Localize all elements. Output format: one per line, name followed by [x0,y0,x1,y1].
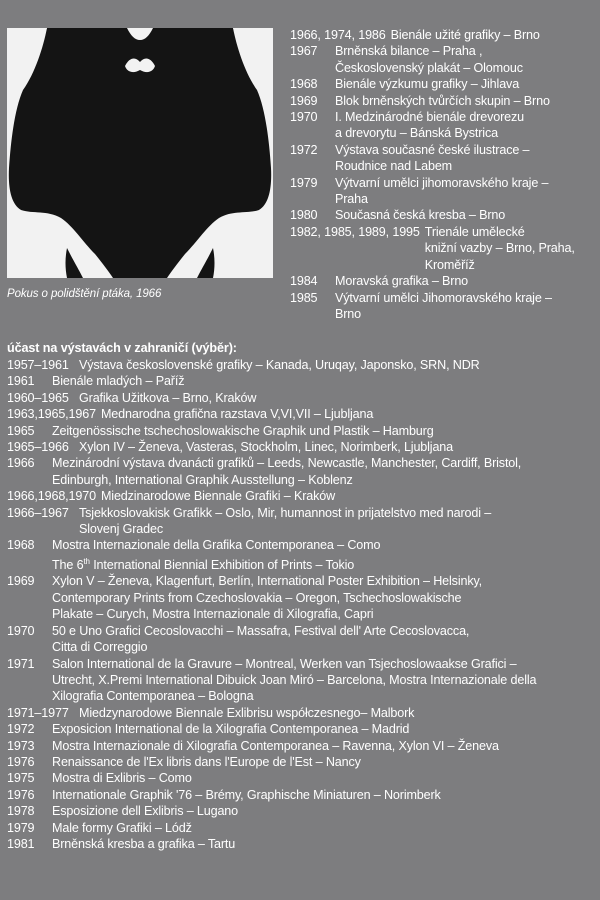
foreign-exhibition-item [7,573,592,622]
foreign-exhibition-item [7,803,592,819]
exhibition-text: Mezinárodní výstava dvanácti grafiků – Leeds, Newcastle, Manchester, Cardiff, Bristol, Edinburgh, International Graphik Ausstellung – Koblenz [52,456,522,487]
foreign-exhibition-item [7,754,592,770]
exhibition-text: Mednarodna grafična razstava V,VI,VII – Ljubljana [100,407,374,422]
foreign-exhibition-item [7,423,592,439]
exhibition-year: 1965 [7,423,35,438]
exhibition-text: 50 e Uno Grafici Cecoslovacchi – Massafra, Festival dell' Arte Cecoslovacca, Citta di Correggio [52,623,470,655]
exhibition-year: 1976 [7,754,35,769]
exhibition-text: Bienále mladých – Paříž [52,374,185,389]
exhibition-text: I. Medzinárodné bienále drevorezu a drevorytu – Bánská Bystrica [335,110,524,141]
exhibition-year: 1966–1967 [7,505,69,520]
foreign-exhibition-item [7,390,592,406]
exhibition-text: Zeitgenössische tschechoslowakische Graphik und Plastik – Hamburg [52,423,434,438]
exhibition-text: Exposicion International de la Xilografia Contemporanea – Madrid [52,722,410,737]
exhibition-text: Blok brněnských tvůrčích skupin – Brno [335,93,550,108]
exhibition-text: Miedzynarodowe Biennale Exlibrisu współczesnego– Malbork [79,705,415,720]
foreign-exhibition-item [7,721,592,737]
exhibition-year: 1970 [290,110,318,125]
foreign-exhibition-item [7,738,592,754]
exhibition-year: 1978 [7,804,35,819]
exhibition-text: Mostra Internazionale di Xilografia Contemporanea – Ravenna, Xylon VI – Ženeva [52,738,499,753]
exhibition-year: 1984 [290,274,318,289]
exhibition-text: Brněnská kresba a grafika – Tartu [52,836,236,851]
exhibition-year: 1979 [290,175,318,190]
exhibition-text: Mostra Internazionale della Grafika Contemporanea – Como The 6th International Biennial Exhibition of Prints – Tokio [52,538,381,573]
domestic-exhibition-item [290,207,595,223]
exhibition-year: 1971 [7,656,35,671]
domestic-exhibition-item [290,224,595,273]
foreign-exhibition-item [7,705,592,721]
foreign-exhibition-item [7,406,592,422]
domestic-exhibitions-list [290,27,595,322]
exhibition-year: 1972 [290,142,318,157]
exhibition-year: 1966 [7,456,35,471]
domestic-exhibition-item [290,76,595,92]
foreign-exhibition-item [7,488,592,504]
exhibition-year: 1968 [7,538,35,553]
exhibition-year: 1975 [7,771,35,786]
foreign-exhibition-item [7,656,592,705]
exhibition-year: 1966,1968,1970 [7,489,96,504]
exhibition-year: 1960–1965 [7,390,69,405]
foreign-exhibition-item [7,623,592,656]
domestic-exhibition-item [290,43,595,76]
exhibition-text: Male formy Grafiki – Lódž [52,820,192,835]
exhibition-text: Trienále umělecké knižní vazby – Brno, Praha, Kroměříž [424,224,575,272]
exhibition-year: 1982, 1985, 1989, 1995 [290,224,420,239]
exhibition-text: Xylon V – Ženeva, Klagenfurt, Berlín, International Poster Exhibition – Helsinky, Contemporary Prints from Czechoslovakia – Oregon, Tschechoslowakische Plakate – Curych, Mostra Internazionale di Xilografia, Capri [52,574,483,622]
exhibition-year: 1980 [290,208,318,223]
exhibition-text: Bienále užité grafiky – Brno [390,28,540,42]
foreign-exhibition-item [7,505,592,538]
exhibition-text: Výstava současné české ilustrace – Roudnice nad Labem [335,142,530,174]
exhibition-text: Xylon IV – Ženeva, Vasteras, Stockholm, Linec, Norimberk, Ljubljana [79,440,454,455]
exhibition-year: 1981 [7,836,35,851]
exhibition-year: 1985 [290,290,318,305]
exhibition-text: Výstava československé grafiky – Kanada, Uruqay, Japonsko, SRN, NDR [79,358,480,372]
exhibition-year: 1971–1977 [7,705,69,720]
domestic-exhibition-item [290,27,595,43]
exhibition-text: Moravská grafika – Brno [335,274,469,289]
foreign-exhibition-item [7,439,592,455]
foreign-exhibitions-heading: účast na výstavách v zahraničí (výběr): [7,341,237,355]
foreign-exhibition-item [7,787,592,803]
exhibition-year: 1976 [7,787,35,802]
exhibition-text: Výtvarní umělci Jihomoravského kraje – Brno [335,290,552,321]
domestic-exhibition-item [290,175,595,208]
foreign-exhibitions-list [7,357,592,852]
artwork-image [7,28,273,278]
exhibition-text: Grafika Užitkova – Brno, Kraków [79,390,257,405]
domestic-exhibition-item [290,290,595,323]
exhibition-text: Bienále výzkumu grafiky – Jihlava [335,77,520,92]
artwork-caption: Pokus o polidštění ptáka, 1966 [7,288,162,300]
exhibition-text: Renaissance de l'Ex libris dans l'Europe de l'Est – Nancy [52,754,361,769]
foreign-exhibition-item [7,836,592,852]
exhibition-text: Současná česká kresba – Brno [335,208,506,223]
exhibition-text: Výtvarní umělci jihomoravského kraje – Praha [335,175,549,207]
exhibition-text: Internationale Graphik '76 – Brémy, Graphische Miniaturen – Norimberk [52,787,441,802]
foreign-exhibition-item [7,373,592,389]
exhibition-text: Salon International de la Gravure – Montreal, Werken van Tsjechoslowaakse Grafici – Utrecht, X.Premi International Dibuick Joan Miró – Barcelona, Mostra Internazionale della Xilografia Contemporanea – Bologna [52,656,537,704]
domestic-exhibition-item [290,273,595,289]
exhibition-year: 1972 [7,722,35,737]
foreign-exhibition-item [7,455,592,488]
exhibition-year: 1970 [7,623,35,638]
foreign-exhibition-item [7,537,592,573]
exhibition-text: Miedzinarodowe Biennale Grafiki – Kraków [100,489,336,504]
exhibition-text: Mostra di Exlibris – Como [52,771,192,786]
bird-print-illustration [7,28,273,278]
exhibition-year: 1968 [290,77,318,92]
foreign-exhibition-item [7,357,592,373]
exhibition-year: 1965–1966 [7,440,69,455]
exhibition-text: Esposizione dell Exlibris – Lugano [52,804,239,819]
exhibition-year: 1966, 1974, 1986 [290,28,386,42]
foreign-exhibition-item [7,770,592,786]
exhibition-text: Brněnská bilance – Praha , Československý plakát – Olomouc [335,44,523,75]
foreign-exhibition-item [7,820,592,836]
exhibition-year: 1963,1965,1967 [7,407,96,422]
exhibition-year: 1969 [290,93,318,108]
exhibition-year: 1973 [7,738,35,753]
exhibition-year: 1967 [290,44,318,59]
exhibition-year: 1961 [7,374,35,389]
domestic-exhibition-item [290,93,595,109]
exhibition-year: 1979 [7,820,35,835]
domestic-exhibition-item [290,109,595,142]
exhibition-text: Tsjekkoslovakisk Grafikk – Oslo, Mir, humannost in prijatelstvo med narodi – Slovenj Gradec [79,505,492,537]
exhibition-year: 1969 [7,574,35,589]
domestic-exhibition-item [290,142,595,175]
exhibition-year: 1957–1961 [7,358,69,372]
